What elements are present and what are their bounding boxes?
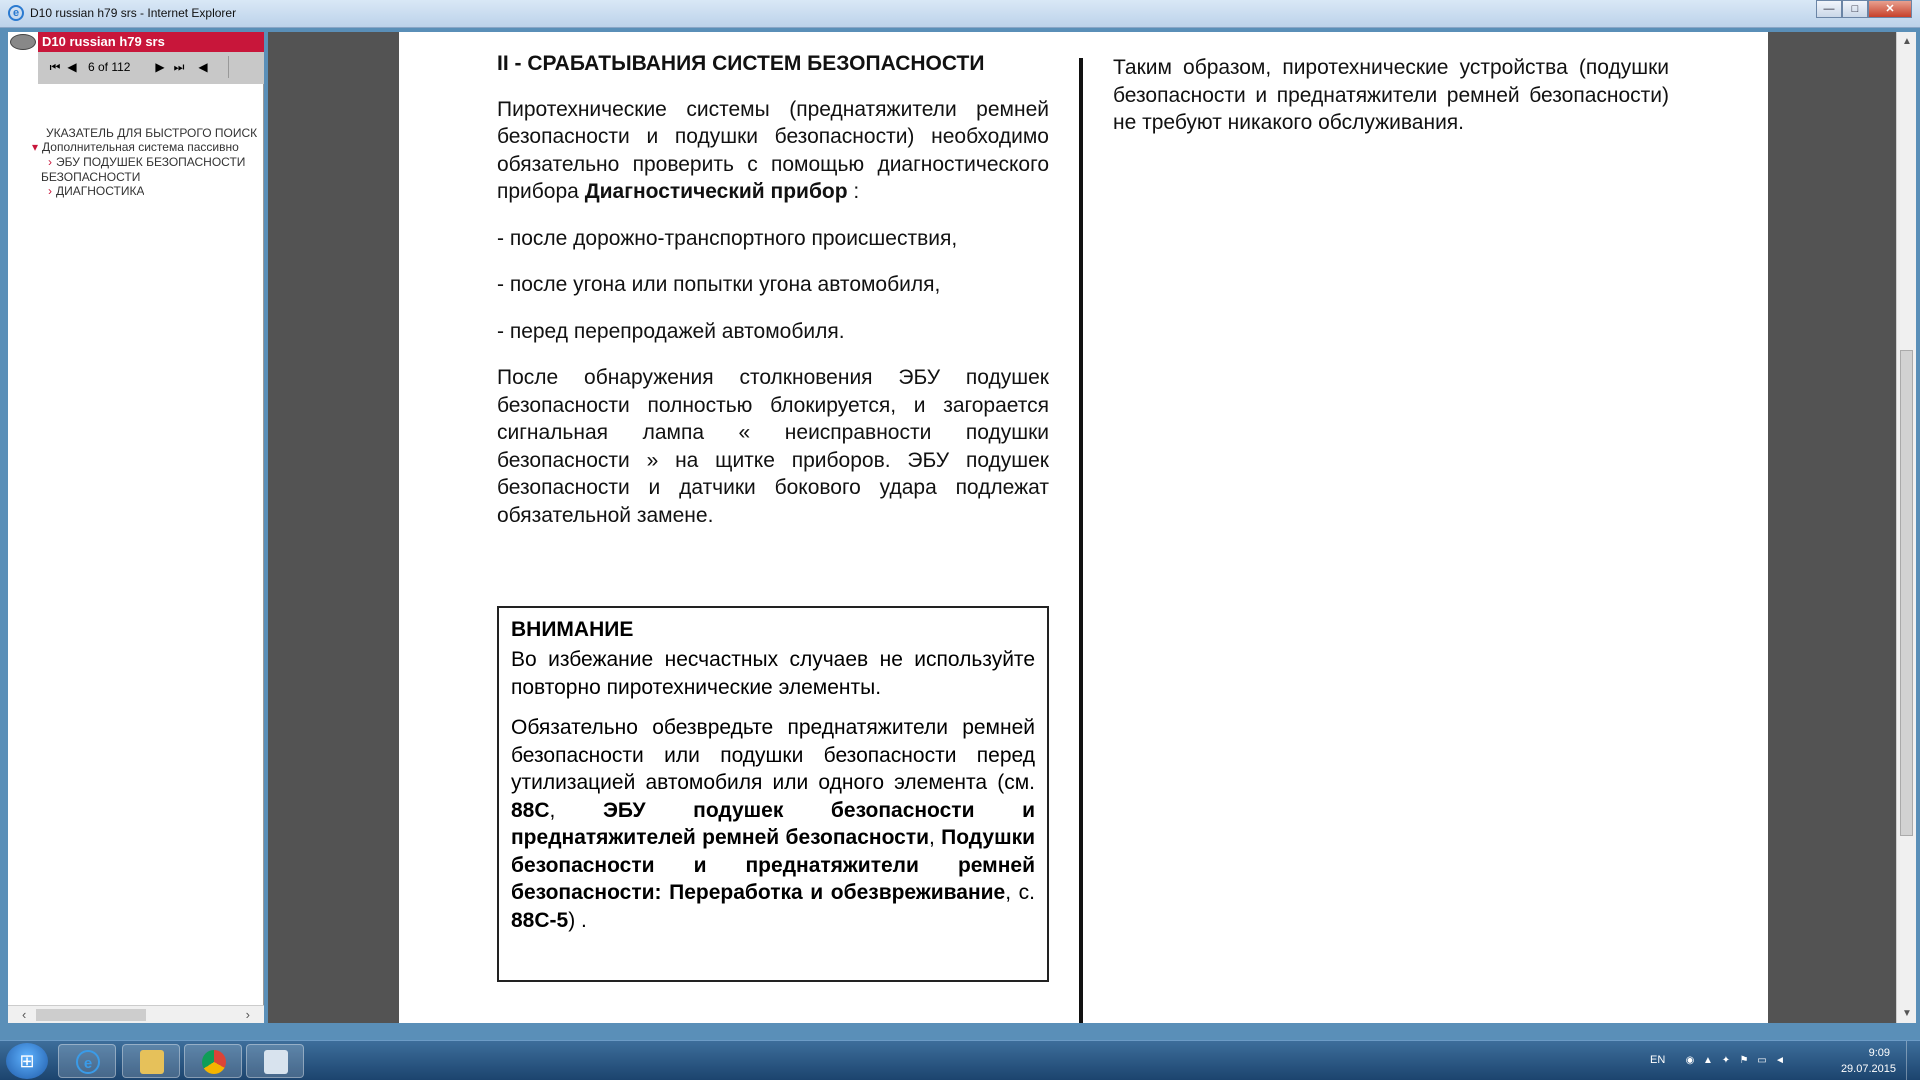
bullet-item: - перед перепродажей автомобиля. [497,319,845,343]
warning-text: , с. [1005,881,1035,904]
chrome-icon [202,1050,226,1074]
window-app-icon [264,1050,288,1074]
paragraph-collision: После обнаружения столкновения ЭБУ подушек безопасности полностью блокируется, и загорается сигнальная лампа « неисправности подушки безопасности » на щитке приборов. ЭБУ подушек безопасности и датчики бокового удара подлежат обязательной замене. [497,366,1049,527]
column-divider [1079,58,1083,1023]
taskbar-chrome[interactable] [184,1044,242,1078]
document-viewer [268,32,1900,1023]
sidebar-header [8,32,264,52]
left-column [497,50,1049,548]
taskbar-app[interactable] [246,1044,304,1078]
warning-text: ) . [568,908,587,932]
taskbar-explorer[interactable] [122,1044,180,1078]
warning-paragraph: Во избежание несчастных случаев не используйте повторно пиротехнические элементы. [511,648,1035,699]
nav-separator [228,56,229,78]
brand-logo [8,32,38,84]
taskbar [0,1040,1920,1080]
toc-item-label: ДИАГНОСТИКА [56,184,145,198]
scroll-left-icon[interactable]: ‹ [22,1007,27,1022]
action-center-flag-icon[interactable]: ⚑ [1739,1055,1749,1066]
toc-item-continued[interactable]: БЕЗОПАСНОСТИ [41,170,141,184]
reference-title: Подушки безопасности и преднатяжители ремней безопасности: Переработка и обезвреживание [511,826,1035,904]
scroll-down-icon[interactable]: ▼ [1902,1008,1912,1019]
bookmarks-sidebar [8,32,264,1023]
first-page-icon[interactable]: ⏮ [49,60,61,74]
scroll-up-icon[interactable]: ▲ [1902,36,1912,47]
next-page-icon[interactable]: ▶ [155,60,165,74]
document-page [399,32,1768,1023]
scroll-right-icon[interactable]: › [245,1007,250,1022]
window-title: D10 russian h79 srs - Internet Explorer [30,6,237,20]
paragraph-intro [497,96,1049,206]
diagnostic-tool-term: Диагностический прибор [584,180,848,203]
sidebar-horizontal-scrollbar[interactable] [8,1005,264,1023]
expanded-arrow-icon: ▾ [32,140,39,154]
page-counter: 6 of 112 [88,60,131,74]
network-icon[interactable]: ▭ [1757,1055,1767,1066]
right-column: Таким образом, пиротехнические устройства (подушки безопасности и преднатяжители ремней безопасности) не требуют никакого обслуживания. [1113,56,1669,134]
clock-time[interactable]: 9:09 [1868,1047,1890,1059]
window-titlebar [0,0,1920,28]
folder-icon [140,1050,164,1074]
toc-item[interactable] [32,140,239,154]
warning-text: , [929,826,942,849]
taskbar-internet-explorer[interactable] [58,1044,116,1078]
close-button[interactable]: ✕ [1868,0,1912,18]
warning-text: Обязательно обезвредьте преднатяжители ремней безопасности или подушки безопасности перед утилизацией автомобиля или одного элемента (см. [511,716,1035,794]
toc-item-label: Дополнительная система пассивно [42,140,239,154]
toc-item[interactable] [48,155,245,169]
toc-item-label: ЭБУ ПОДУШЕК БЕЗОПАСНОСТИ [56,155,246,169]
warning-text: , [549,798,603,822]
bullet-item: - после угона или попытки угона автомобиля, [497,273,941,296]
reference-title: ЭБУ подушек безопасности и преднатяжителей ремней безопасности [511,798,1035,849]
document-title: D10 russian h79 srs [42,34,165,49]
internet-explorer-icon: e [76,1050,100,1074]
language-indicator[interactable]: EN [1650,1054,1666,1066]
scrollbar-thumb[interactable] [36,1009,146,1021]
section-heading: II - СРАБАТЫВАНИЯ СИСТЕМ БЕЗОПАСНОСТИ [497,52,985,75]
internet-explorer-icon: e [8,5,24,21]
start-button[interactable]: ⊞ [6,1043,48,1079]
tray-app-icon[interactable]: ◉ [1685,1055,1695,1066]
collapsed-arrow-icon: › [48,155,52,169]
warning-paragraph [511,714,1035,934]
clock-date[interactable]: 29.07.2015 [1840,1063,1896,1075]
maximize-button[interactable]: □ [1842,0,1868,18]
prev-page-icon[interactable]: ◀ [67,60,77,74]
collapsed-arrow-icon: › [48,184,52,198]
last-page-icon[interactable]: ⏭ [173,60,185,74]
tray-app-icon[interactable]: ▲ [1703,1055,1713,1066]
document-vertical-scrollbar[interactable] [1896,32,1916,1023]
reference-chapter: 88C [511,798,550,822]
intro-text: Пиротехнические системы (преднатяжители ремней безопасности и подушки безопасности) необходимо обязательно проверить с помощью диагностического прибора [497,97,1049,203]
back-icon[interactable]: ◀ [198,60,208,74]
toc-item[interactable] [48,184,144,198]
window-controls [1816,0,1912,20]
warning-title: ВНИМАНИЕ [511,618,634,641]
nissan-logo-icon [10,34,36,50]
warning-box [497,606,1049,982]
bullet-item: - после дорожно-транспортного происшествия, [497,226,958,250]
intro-end: : [847,180,860,203]
reference-page: 88C-5 [511,908,569,932]
volume-icon[interactable]: ◄ [1775,1055,1785,1066]
toc-item[interactable]: УКАЗАТЕЛЬ ДЛЯ БЫСТРОГО ПОИСК [46,126,258,140]
minimize-button[interactable]: — [1816,0,1842,18]
scrollbar-thumb[interactable] [1900,350,1913,836]
page-navigation [38,52,264,84]
tray-app-icon[interactable]: ✦ [1721,1055,1731,1066]
system-tray [1650,1041,1920,1080]
show-desktop-button[interactable] [1906,1041,1920,1080]
